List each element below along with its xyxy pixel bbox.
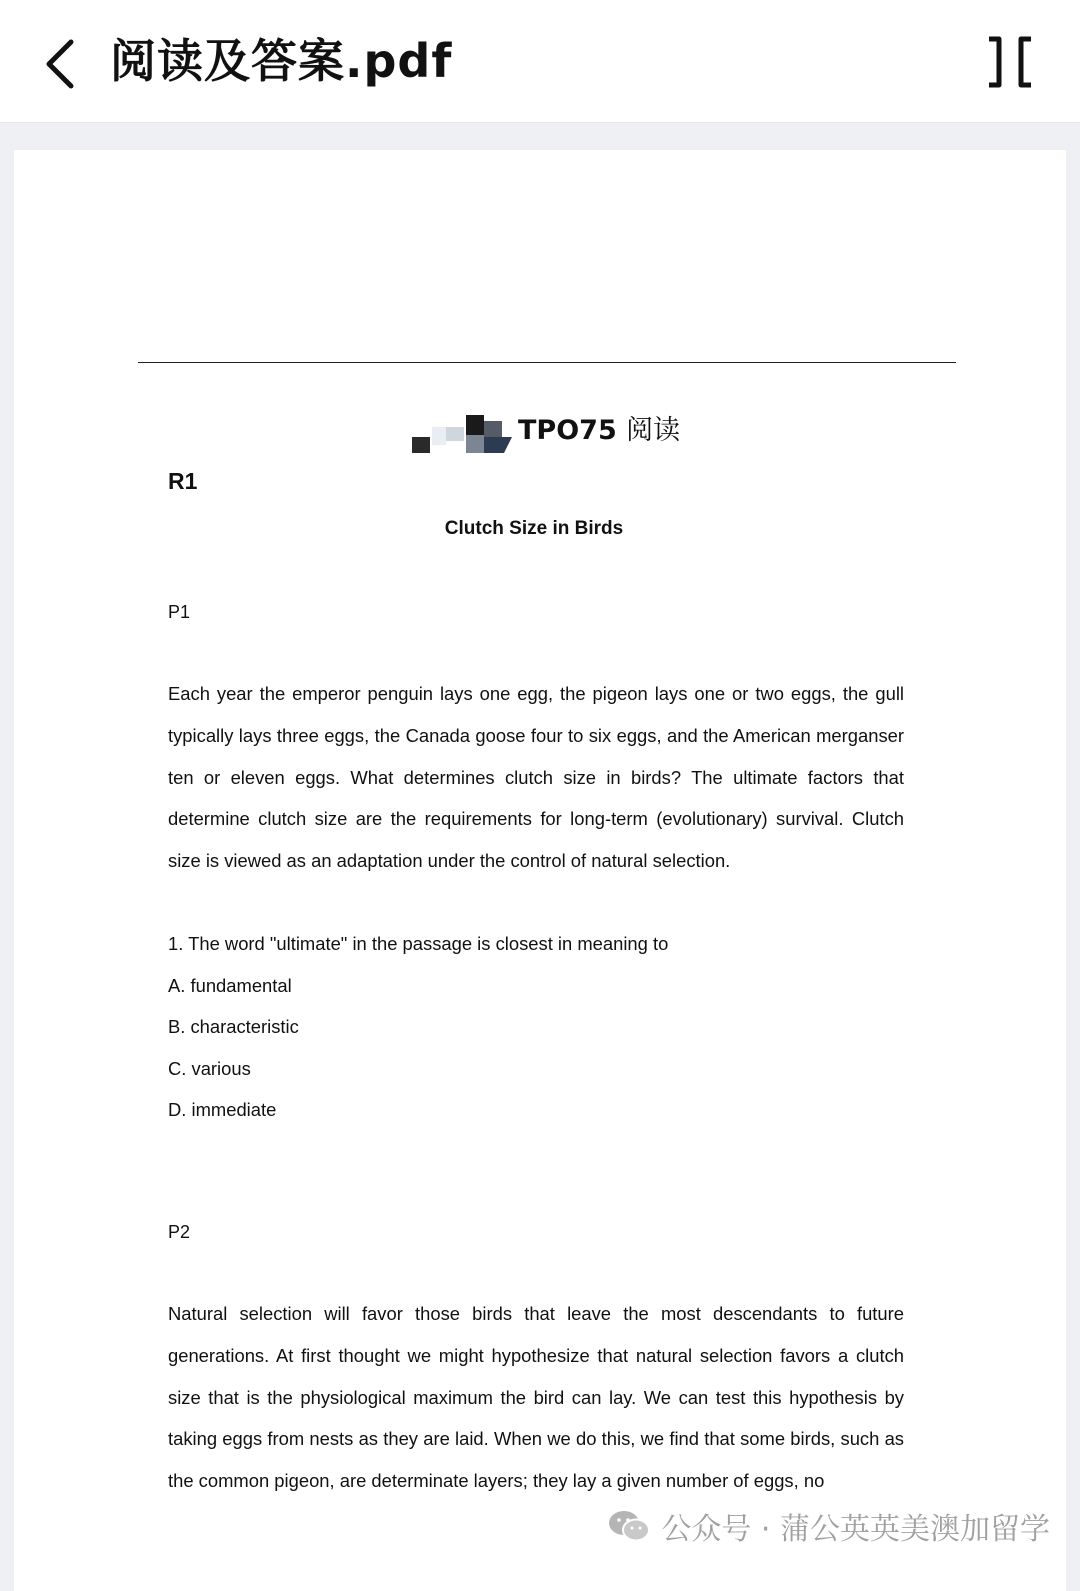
watermark [607, 1504, 1050, 1548]
expand-button[interactable] [978, 30, 1042, 94]
passage-title: Clutch Size in Birds [444, 518, 624, 539]
header-title [518, 408, 680, 447]
chevron-left-icon [43, 38, 77, 90]
paragraph-label-p2: P2 [168, 1222, 191, 1242]
paragraph-p2: Natural selection will favor those birds that leave the most descendants to future generations. At first thought we might hypothesize that natural selection favors a clutch size that is the physiological maximum the bird can lay. We can test this hypothesis by taking eggs from nests as they are laid. When we do this, we find that some birds, such as the common pigeon, are determinate layers; they lay a given number of eggs, no [168, 1303, 904, 1492]
watermark-text: 公众号 · 蒲公英英美澳加留学 [661, 1512, 1050, 1547]
pdf-page [14, 150, 1066, 1591]
header-title-zh: 阅读 [626, 415, 681, 446]
document-title: 阅读及答案.pdf [110, 34, 453, 88]
header-divider [138, 362, 956, 363]
question-1-prompt: 1. The word "ultimate" in the passage is closest in meaning to [168, 933, 669, 954]
paragraph-label-p1: P1 [168, 602, 191, 622]
top-bar [0, 0, 1080, 123]
question-1-option-d: D. immediate [168, 1099, 277, 1120]
wechat-icon [607, 1508, 651, 1544]
header-title-en: TPO75 [518, 415, 617, 446]
back-button[interactable] [28, 28, 92, 100]
expand-icon [985, 35, 1035, 89]
section-label: R1 [168, 468, 198, 494]
question-1-option-a: A. fundamental [168, 974, 292, 996]
paragraph-p1: Each year the emperor penguin lays one egg, the pigeon lays one or two eggs, the gull typically lays three eggs, the Canada goose four to six eggs, and the American merganser ten or eleven eggs. What determines clutch size in birds? The ultimate factors that determine clutch size are the requirements for long-term (evolutionary) survival. Clutch size is viewed as an adaptation under the control of natural selection. [168, 683, 904, 872]
pixelated-logo [412, 413, 518, 457]
question-1 [168, 923, 668, 1131]
question-1-option-c: C. various [168, 1057, 251, 1079]
question-1-option-b: B. characteristic [168, 1016, 299, 1037]
